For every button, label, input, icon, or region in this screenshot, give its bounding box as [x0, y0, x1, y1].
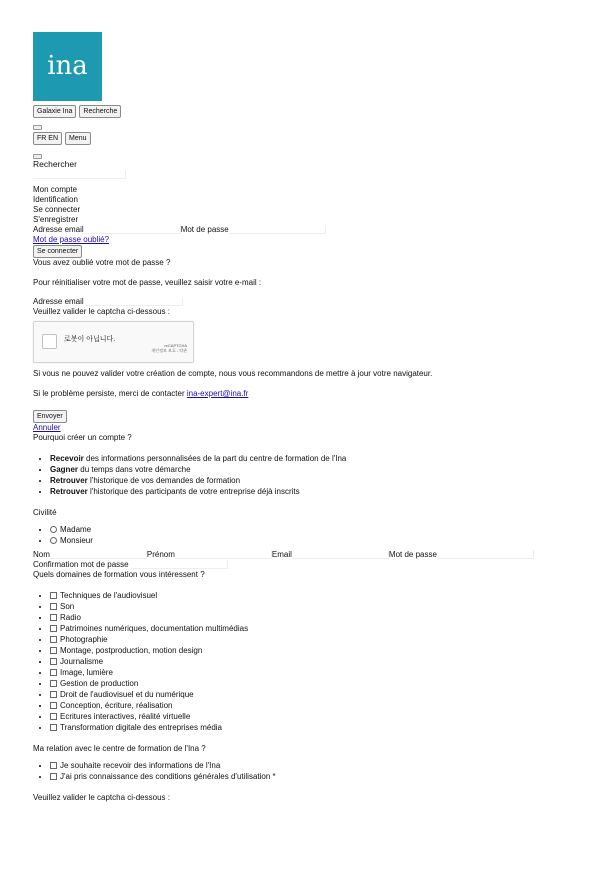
recaptcha-brand: [151, 343, 187, 353]
why-list: [33, 453, 601, 497]
domain-item[interactable]: [50, 711, 601, 722]
domain-label: Conception, écriture, réalisation: [60, 700, 173, 710]
checkbox-icon[interactable]: [50, 625, 57, 632]
reset-email-row: [33, 297, 601, 307]
nom-input[interactable]: [50, 550, 147, 559]
checkbox-icon[interactable]: [50, 713, 57, 720]
domain-item[interactable]: [50, 612, 601, 623]
recherche-button[interactable]: Recherche: [79, 105, 121, 118]
checkbox-icon[interactable]: [50, 614, 57, 621]
contact-line: [33, 389, 601, 399]
login-email-input[interactable]: [84, 225, 181, 234]
recaptcha-terms[interactable]: 개인정보 보호 - 약관: [151, 347, 187, 353]
domain-label: Montage, postproduction, motion design: [60, 645, 203, 655]
se-connecter-link[interactable]: Se connecter: [33, 204, 81, 214]
why-item: [50, 475, 601, 486]
checkbox-icon[interactable]: [50, 636, 57, 643]
radio-icon[interactable]: [50, 537, 57, 544]
domain-item[interactable]: [50, 601, 601, 612]
confirm-row: [33, 560, 601, 570]
search-label: Rechercher: [33, 159, 77, 169]
checkbox-icon[interactable]: [50, 702, 57, 709]
why-item-text: l'historique de vos demandes de formation: [87, 475, 241, 485]
recaptcha-checkbox[interactable]: [42, 334, 57, 349]
relation-item[interactable]: [50, 771, 601, 782]
civilite-list: [33, 524, 601, 546]
domain-label: Photographie: [60, 634, 108, 644]
menu-button[interactable]: Menu: [65, 132, 91, 145]
why-item-bold: Gagner: [50, 464, 79, 474]
cancel-link[interactable]: Annuler: [33, 422, 61, 432]
domain-item[interactable]: [50, 722, 601, 733]
lang-button[interactable]: FR EN: [33, 132, 62, 145]
why-item-text: du temps dans votre démarche: [78, 464, 191, 474]
email-field-label: Email: [271, 549, 292, 559]
account-section: [33, 185, 601, 225]
domain-label: Transformation digitale des entreprises média: [60, 722, 223, 732]
login-submit-button[interactable]: Se connecter: [33, 245, 82, 258]
why-item-bold: Retrouver: [50, 475, 88, 485]
civilite-option[interactable]: [50, 524, 601, 535]
domain-item[interactable]: [50, 645, 601, 656]
page: [0, 32, 601, 803]
domain-label: Patrimoines numériques, documentation multimédias: [60, 623, 249, 633]
confirm-password-input[interactable]: [131, 560, 228, 569]
recaptcha-widget: [33, 321, 194, 363]
confirm-password-label: Confirmation mot de passe: [33, 559, 129, 569]
radio-icon[interactable]: [50, 526, 57, 533]
domain-label: Ecritures interactives, réalité virtuelle: [60, 711, 191, 721]
prenom-input[interactable]: [175, 550, 272, 559]
nom-label: Nom: [33, 549, 50, 559]
checkbox-icon[interactable]: [50, 762, 57, 769]
email-input[interactable]: [292, 550, 389, 559]
login-password-input[interactable]: [229, 225, 326, 234]
civilite-option[interactable]: [50, 535, 601, 546]
domain-item[interactable]: [50, 689, 601, 700]
login-form: [33, 225, 601, 235]
checkbox-icon[interactable]: [50, 773, 57, 780]
why-title: Pourquoi créer un compte ?: [33, 432, 132, 442]
domain-item[interactable]: [50, 700, 601, 711]
domain-label: Son: [60, 601, 75, 611]
reset-email-label: Adresse email: [33, 296, 84, 306]
forgot-password-link[interactable]: Mot de passe oublié?: [33, 234, 110, 244]
checkbox-icon[interactable]: [50, 724, 57, 731]
domain-label: Radio: [60, 612, 81, 622]
domain-item[interactable]: [50, 678, 601, 689]
recaptcha-label: 로봇이 아닙니다.: [64, 335, 116, 343]
checkbox-icon[interactable]: [50, 691, 57, 698]
send-button[interactable]: Envoyer: [33, 410, 67, 423]
domain-item[interactable]: [50, 656, 601, 667]
s-enregistrer-link[interactable]: S'enregistrer: [33, 214, 79, 224]
register-password-input[interactable]: [437, 550, 534, 559]
contact-prefix: Si le problème persiste, merci de contacter: [33, 388, 187, 398]
lang-nav: [33, 132, 601, 145]
domain-label: Gestion de production: [60, 678, 139, 688]
domain-label: Techniques de l'audiovisuel: [60, 590, 158, 600]
civilite-option-label: Madame: [60, 524, 92, 534]
why-item-bold: Retrouver: [50, 486, 88, 496]
relation-label: J'ai pris connaissance des conditions générales d'utilisation *: [60, 771, 276, 781]
domain-label: Image, lumière: [60, 667, 113, 677]
checkbox-icon[interactable]: [50, 658, 57, 665]
recaptcha-logo-text: reCAPTCHA: [164, 342, 187, 348]
why-item: [50, 486, 601, 497]
why-item: [50, 464, 601, 475]
reset-instructions: Pour réinitialiser votre mot de passe, veuillez saisir votre e-mail :: [33, 277, 262, 287]
domain-label: Journalisme: [60, 656, 104, 666]
galaxie-ina-button[interactable]: Galaxie Ina: [33, 105, 76, 118]
relation-title: Ma relation avec le centre de formation de l'Ina ?: [33, 743, 206, 753]
relation-list: [33, 760, 601, 782]
checkbox-icon[interactable]: [50, 669, 57, 676]
relation-item[interactable]: [50, 760, 601, 771]
checkbox-icon[interactable]: [50, 680, 57, 687]
password-label: Mot de passe: [180, 224, 229, 234]
why-item-bold: Recevoir: [50, 453, 84, 463]
prenom-label: Prénom: [146, 549, 175, 559]
domains-list: [33, 590, 601, 733]
captcha-prompt: Veuillez valider le captcha ci-dessous :: [33, 306, 170, 316]
ina-logo[interactable]: [33, 32, 102, 101]
checkbox-icon[interactable]: [50, 647, 57, 654]
register-fields: [33, 550, 601, 560]
why-item-text: des informations personnalisées de la part du centre de formation de l'Ina: [83, 453, 347, 463]
domains-title: Quels domaines de formation vous intéressent ?: [33, 569, 205, 579]
mon-compte-label: Mon compte: [33, 184, 78, 194]
domain-item[interactable]: [50, 634, 601, 645]
domain-item[interactable]: [50, 623, 601, 634]
captcha2-prompt: Veuillez valider le captcha ci-dessous :: [33, 792, 170, 802]
why-item: [50, 453, 601, 464]
search-input[interactable]: [33, 170, 126, 179]
identification-label: Identification: [33, 194, 78, 204]
email-label: Adresse email: [33, 224, 84, 234]
browser-note: Si vous ne pouvez valider votre création de compte, nous vous recommandons de mettre à jour votre navigateur.: [33, 368, 433, 378]
relation-label: Je souhaite recevoir des informations de l'Ina: [60, 760, 221, 770]
domain-item[interactable]: [50, 590, 601, 601]
contact-email-link[interactable]: ina-expert@ina.fr: [186, 388, 249, 398]
domain-item[interactable]: [50, 667, 601, 678]
reset-email-input[interactable]: [86, 297, 183, 306]
logo-text: ina: [47, 51, 88, 82]
domain-label: Droit de l'audiovisuel et du numérique: [60, 689, 194, 699]
nav-toggle[interactable]: [33, 125, 42, 130]
top-nav: [33, 105, 601, 118]
reset-title: Vous avez oublié votre mot de passe ?: [33, 257, 171, 267]
civilite-label: Civilité: [33, 507, 57, 517]
why-item-text: l'historique des participants de votre entreprise déjà inscrits: [87, 486, 300, 496]
checkbox-icon[interactable]: [50, 603, 57, 610]
civilite-option-label: Monsieur: [60, 535, 93, 545]
checkbox-icon[interactable]: [50, 592, 57, 599]
register-password-label: Mot de passe: [388, 549, 437, 559]
